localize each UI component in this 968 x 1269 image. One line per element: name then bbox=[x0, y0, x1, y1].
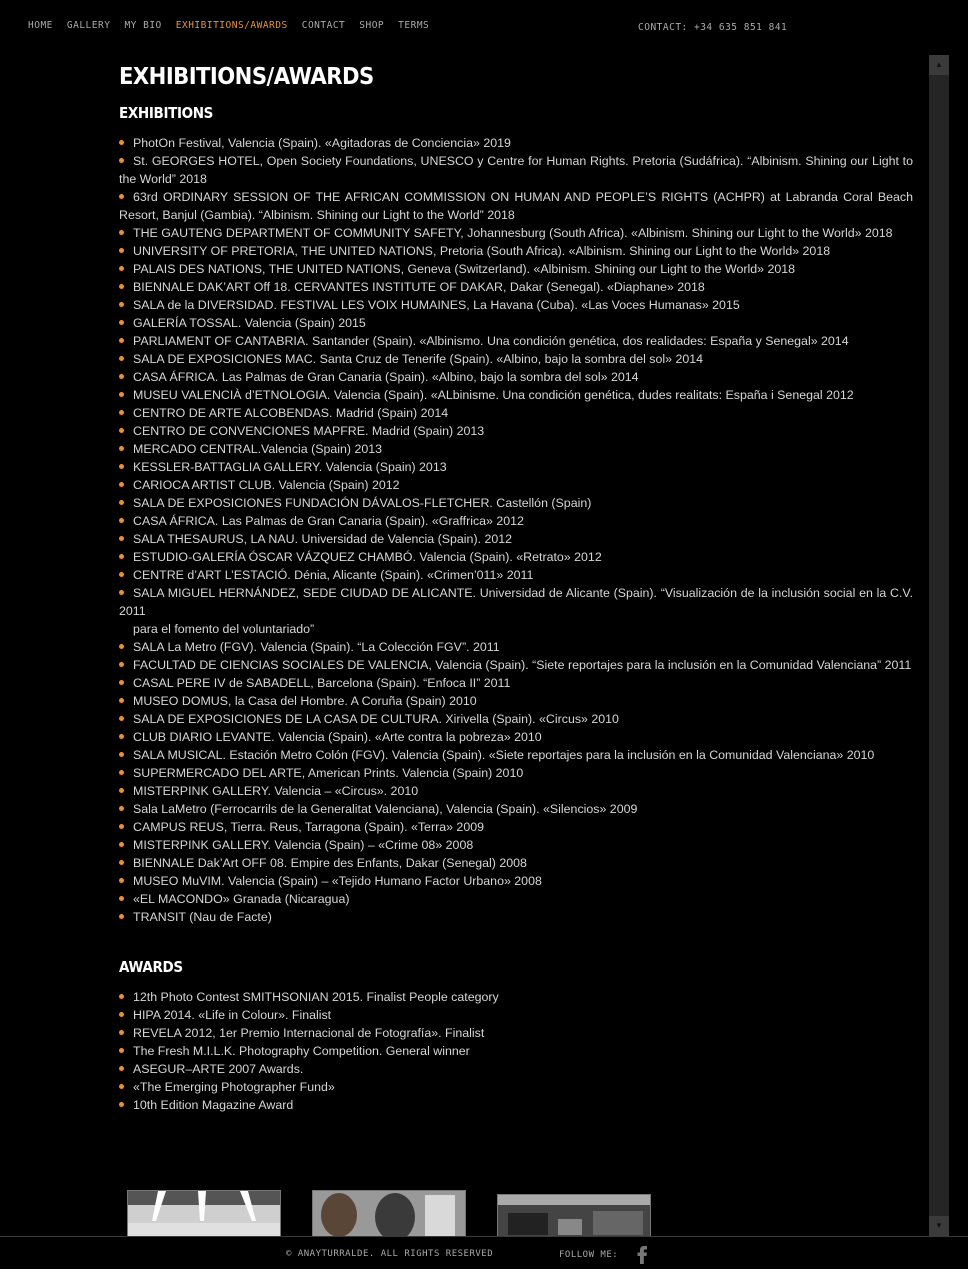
list-item-text: KESSLER-BATTAGLIA GALLERY. Valencia (Spain) 2013 bbox=[133, 460, 447, 474]
bullet-icon bbox=[119, 284, 124, 289]
awards-heading: AWARDS bbox=[119, 958, 183, 976]
main-content bbox=[119, 64, 913, 1114]
list-item bbox=[119, 1060, 913, 1078]
contact-phone: CONTACT: +34 635 851 841 bbox=[638, 22, 788, 33]
list-item bbox=[119, 908, 913, 926]
list-item bbox=[119, 368, 913, 386]
gallery-thumbnail[interactable] bbox=[312, 1190, 466, 1238]
list-item bbox=[119, 152, 913, 188]
list-item-text: SALA MIGUEL HERNÁNDEZ, SEDE CIUDAD DE ALICANTE. Universidad de Alicante (Spain). “Visualización de la inclusión social en la C.V. 2011 bbox=[119, 586, 913, 618]
bullet-icon bbox=[119, 194, 124, 199]
bullet-icon bbox=[119, 230, 124, 235]
list-item-text: SALA La Metro (FGV). Valencia (Spain). “La Colección FGV”. 2011 bbox=[133, 640, 500, 654]
bullet-icon bbox=[119, 410, 124, 415]
list-item bbox=[119, 530, 913, 548]
list-item-text: «The Emerging Photographer Fund» bbox=[133, 1080, 335, 1094]
list-item bbox=[119, 764, 913, 782]
bullet-icon bbox=[119, 1012, 124, 1017]
list-item bbox=[119, 638, 913, 656]
list-item bbox=[119, 584, 913, 620]
list-item bbox=[119, 692, 913, 710]
list-item-text: ASEGUR–ARTE 2007 Awards. bbox=[133, 1062, 304, 1076]
list-item bbox=[119, 422, 913, 440]
list-item bbox=[119, 1006, 913, 1024]
nav-exhibitions-awards[interactable]: EXHIBITIONS/AWARDS bbox=[175, 20, 288, 31]
page-title: EXHIBITIONS/AWARDS bbox=[119, 64, 374, 90]
nav-home[interactable]: HOME bbox=[28, 20, 53, 31]
list-item-text: PALAIS DES NATIONS, THE UNITED NATIONS, Geneva (Switzerland). «Albinism. Shining our Light to the World» 2018 bbox=[133, 262, 796, 276]
bullet-icon bbox=[119, 356, 124, 361]
list-item-text: SALA DE EXPOSICIONES MAC. Santa Cruz de Tenerife (Spain). «Albino, bajo la sombra del sol» 2014 bbox=[133, 352, 704, 366]
list-item bbox=[119, 836, 913, 854]
exhibitions-list bbox=[119, 134, 913, 926]
bullet-icon bbox=[119, 140, 124, 145]
list-item bbox=[119, 458, 913, 476]
list-item-text: CENTRO DE ARTE ALCOBENDAS. Madrid (Spain) 2014 bbox=[133, 406, 449, 420]
bullet-icon bbox=[119, 842, 124, 847]
list-item-text: CASA ÁFRICA. Las Palmas de Gran Canaria (Spain). «Graffrica» 2012 bbox=[133, 514, 524, 528]
list-item-text: CASA ÁFRICA. Las Palmas de Gran Canaria (Spain). «Albino, bajo la sombra del sol» 2014 bbox=[133, 370, 639, 384]
list-item-text: PhotOn Festival, Valencia (Spain). «Agitadoras de Conciencia» 2019 bbox=[133, 136, 511, 150]
bullet-icon bbox=[119, 806, 124, 811]
list-item bbox=[119, 1042, 913, 1060]
list-item bbox=[119, 386, 913, 404]
bullet-icon bbox=[119, 428, 124, 433]
list-item bbox=[119, 134, 913, 152]
list-item-text: CENTRO DE CONVENCIONES MAPFRE. Madrid (Spain) 2013 bbox=[133, 424, 485, 438]
bullet-icon bbox=[119, 662, 124, 667]
list-item-text: SALA DE EXPOSICIONES DE LA CASA DE CULTURA. Xirivella (Spain). «Circus» 2010 bbox=[133, 712, 619, 726]
list-item bbox=[119, 548, 913, 566]
bullet-icon bbox=[119, 572, 124, 577]
top-nav bbox=[28, 20, 443, 31]
list-item bbox=[119, 818, 913, 836]
bullet-icon bbox=[119, 158, 124, 163]
bullet-icon bbox=[119, 860, 124, 865]
list-item bbox=[119, 512, 913, 530]
list-item bbox=[119, 494, 913, 512]
list-item-text: CASAL PERE IV de SABADELL, Barcelona (Spain). “Enfoca II” 2011 bbox=[133, 676, 511, 690]
list-item-text: SALA de la DIVERSIDAD. FESTIVAL LES VOIX HUMAINES, La Havana (Cuba). «Las Voces Humanas» 2015 bbox=[133, 298, 740, 312]
bullet-icon bbox=[119, 878, 124, 883]
footer bbox=[0, 1236, 968, 1269]
list-item bbox=[119, 314, 913, 332]
gallery-thumbnail[interactable] bbox=[127, 1190, 281, 1238]
scroll-down-arrow-icon[interactable]: ▼ bbox=[929, 1216, 949, 1236]
list-item bbox=[119, 1096, 913, 1114]
list-item bbox=[119, 728, 913, 746]
list-item-text: The Fresh M.I.L.K. Photography Competition. General winner bbox=[133, 1044, 470, 1058]
nav-shop[interactable]: SHOP bbox=[359, 20, 385, 31]
list-item-text: CENTRE d’ART L’ESTACIÓ. Dénia, Alicante (Spain). «Crimen’011» 2011 bbox=[133, 568, 534, 582]
list-item-text: THE GAUTENG DEPARTMENT OF COMMUNITY SAFETY, Johannesburg (South Africa). «Albinism. Shining our Light to the World» 2018 bbox=[133, 226, 893, 240]
bullet-icon bbox=[119, 698, 124, 703]
list-item bbox=[119, 278, 913, 296]
list-item bbox=[119, 746, 913, 764]
list-item bbox=[119, 188, 913, 224]
bullet-icon bbox=[119, 482, 124, 487]
bullet-icon bbox=[119, 248, 124, 253]
bullet-icon bbox=[119, 994, 124, 999]
bullet-icon bbox=[119, 464, 124, 469]
bullet-icon bbox=[119, 770, 124, 775]
list-item-text: 10th Edition Magazine Award bbox=[133, 1098, 294, 1112]
bullet-icon bbox=[119, 824, 124, 829]
facebook-icon[interactable] bbox=[636, 1246, 648, 1264]
bullet-icon bbox=[119, 446, 124, 451]
list-item-text: HIPA 2014. «Life in Colour». Finalist bbox=[133, 1008, 332, 1022]
bullet-icon bbox=[119, 536, 124, 541]
list-item-text: CLUB DIARIO LEVANTE. Valencia (Spain). «Arte contra la pobreza» 2010 bbox=[133, 730, 542, 744]
list-item-text: MUSEO DOMUS, la Casa del Hombre. A Coruña (Spain) 2010 bbox=[133, 694, 477, 708]
list-item bbox=[119, 710, 913, 728]
bullet-icon bbox=[119, 1030, 124, 1035]
list-item bbox=[119, 854, 913, 872]
nav-terms[interactable]: TERMS bbox=[398, 20, 430, 31]
list-item bbox=[119, 296, 913, 314]
bullet-icon bbox=[119, 1066, 124, 1071]
bullet-icon bbox=[119, 302, 124, 307]
list-item bbox=[119, 800, 913, 818]
scroll-up-arrow-icon[interactable]: ▲ bbox=[929, 55, 949, 75]
list-item-text: UNIVERSITY OF PRETORIA, THE UNITED NATIONS, Pretoria (South Africa). «Albinism. Shining our Light to the World» 2018 bbox=[133, 244, 831, 258]
list-item-text: BIENNALE Dak’Art OFF 08. Empire des Enfants, Dakar (Senegal) 2008 bbox=[133, 856, 527, 870]
list-item bbox=[119, 1024, 913, 1042]
bullet-icon bbox=[119, 644, 124, 649]
list-item-text: 63rd ORDINARY SESSION OF THE AFRICAN COMMISSION ON HUMAN AND PEOPLE’S RIGHTS (ACHPR) at Labranda Coral Beach Resort, Banjul (Gambia). “Albinism. Shining our Light to the World” 2018 bbox=[119, 190, 913, 222]
list-item-text: SUPERMERCADO DEL ARTE, American Prints. Valencia (Spain) 2010 bbox=[133, 766, 524, 780]
list-item-text: MUSEU VALENCIÀ d’ETNOLOGIA. Valencia (Spain). «ALbinisme. Una condición genética, dudes realitats: España i Senegal 2012 bbox=[133, 388, 854, 402]
list-item-text: MERCADO CENTRAL.Valencia (Spain) 2013 bbox=[133, 442, 383, 456]
list-item bbox=[119, 224, 913, 242]
list-item bbox=[119, 890, 913, 908]
bullet-icon bbox=[119, 716, 124, 721]
bullet-icon bbox=[119, 554, 124, 559]
list-item-text: REVELA 2012, 1er Premio Internacional de Fotografía». Finalist bbox=[133, 1026, 485, 1040]
list-item bbox=[119, 476, 913, 494]
bullet-icon bbox=[119, 590, 124, 595]
bullet-icon bbox=[119, 788, 124, 793]
awards-list bbox=[119, 988, 913, 1114]
nav-my-bio[interactable]: MY BIO bbox=[124, 20, 162, 31]
list-item bbox=[119, 260, 913, 278]
list-item-text: SALA DE EXPOSICIONES FUNDACIÓN DÁVALOS-FLETCHER. Castellón (Spain) bbox=[133, 496, 592, 510]
list-item bbox=[119, 872, 913, 890]
list-item-text: CARIOCA ARTIST CLUB. Valencia (Spain) 2012 bbox=[133, 478, 400, 492]
bullet-icon bbox=[119, 500, 124, 505]
bullet-icon bbox=[119, 266, 124, 271]
list-item-text: MISTERPINK GALLERY. Valencia (Spain) – «Crime 08» 2008 bbox=[133, 838, 474, 852]
list-item bbox=[119, 566, 913, 584]
list-item-text: SALA MUSICAL. Estación Metro Colón (FGV). Valencia (Spain). «Siete reportajes para la inclusión en la Comunidad Valenciana» 2010 bbox=[133, 748, 875, 762]
list-item-text: «EL MACONDO» Granada (Nicaragua) bbox=[133, 892, 350, 906]
list-item-text: CAMPUS REUS, Tierra. Reus, Tarragona (Spain). «Terra» 2009 bbox=[133, 820, 484, 834]
list-item-text: FACULTAD DE CIENCIAS SOCIALES DE VALENCIA, Valencia (Spain). “Siete reportajes para la inclusión en la Comunidad Valenciana” 2011 bbox=[133, 658, 912, 672]
exhibitions-heading: EXHIBITIONS bbox=[119, 104, 214, 122]
bullet-icon bbox=[119, 896, 124, 901]
list-item-text: 12th Photo Contest SMITHSONIAN 2015. Finalist People category bbox=[133, 990, 499, 1004]
bullet-icon bbox=[119, 1084, 124, 1089]
list-item-text: para el fomento del voluntariado” bbox=[133, 622, 315, 636]
list-item-text: Sala LaMetro (Ferrocarrils de la Generalitat Valenciana), Valencia (Spain). «Silencios» 2009 bbox=[133, 802, 638, 816]
list-item bbox=[119, 674, 913, 692]
bullet-icon bbox=[119, 734, 124, 739]
list-item-text: St. GEORGES HOTEL, Open Society Foundations, UNESCO y Centre for Human Rights. Pretoria (Sudáfrica). “Albinism. Shining our Light to the World” 2018 bbox=[119, 154, 913, 186]
bullet-icon bbox=[119, 1102, 124, 1107]
bullet-icon bbox=[119, 338, 124, 343]
list-item bbox=[119, 656, 913, 674]
list-item bbox=[119, 332, 913, 350]
bullet-icon bbox=[119, 914, 124, 919]
list-item bbox=[119, 620, 913, 638]
scrollbar-track[interactable] bbox=[929, 55, 949, 1235]
bullet-icon bbox=[119, 320, 124, 325]
list-item-text: MUSEO MuVIM. Valencia (Spain) – «Tejido Humano Factor Urbano» 2008 bbox=[133, 874, 542, 888]
list-item bbox=[119, 350, 913, 368]
bullet-icon bbox=[119, 374, 124, 379]
bullet-icon bbox=[119, 392, 124, 397]
list-item-text: BIENNALE DAK’ART Off 18. CERVANTES INSTITUTE OF DAKAR, Dakar (Senegal). «Diaphane» 2018 bbox=[133, 280, 705, 294]
list-item bbox=[119, 782, 913, 800]
list-item-text: TRANSIT (Nau de Facte) bbox=[133, 910, 272, 924]
bullet-icon bbox=[119, 752, 124, 757]
list-item-text: ESTUDIO-GALERÍA ÓSCAR VÁZQUEZ CHAMBÓ. Valencia (Spain). «Retrato» 2012 bbox=[133, 550, 602, 564]
gallery-thumbnail[interactable] bbox=[497, 1194, 651, 1238]
list-item bbox=[119, 404, 913, 422]
follow-me-label: FOLLOW ME: bbox=[559, 1250, 619, 1260]
copyright-text: © ANAYTURRALDE. ALL RIGHTS RESERVED bbox=[286, 1249, 494, 1259]
nav-gallery[interactable]: GALLERY bbox=[66, 20, 111, 31]
bullet-icon bbox=[119, 518, 124, 523]
list-item-text: GALERÍA TOSSAL. Valencia (Spain) 2015 bbox=[133, 316, 366, 330]
nav-contact[interactable]: CONTACT bbox=[301, 20, 346, 31]
list-item bbox=[119, 440, 913, 458]
bullet-icon bbox=[119, 1048, 124, 1053]
list-item-text: MISTERPINK GALLERY. Valencia – «Circus». 2010 bbox=[133, 784, 419, 798]
list-item-text: SALA THESAURUS, LA NAU. Universidad de Valencia (Spain). 2012 bbox=[133, 532, 513, 546]
list-item bbox=[119, 242, 913, 260]
list-item-text: PARLIAMENT OF CANTABRIA. Santander (Spain). «Albinismo. Una condición genética, dos realidades: España y Senegal» 2014 bbox=[133, 334, 849, 348]
bullet-icon bbox=[119, 680, 124, 685]
list-item bbox=[119, 1078, 913, 1096]
list-item bbox=[119, 988, 913, 1006]
